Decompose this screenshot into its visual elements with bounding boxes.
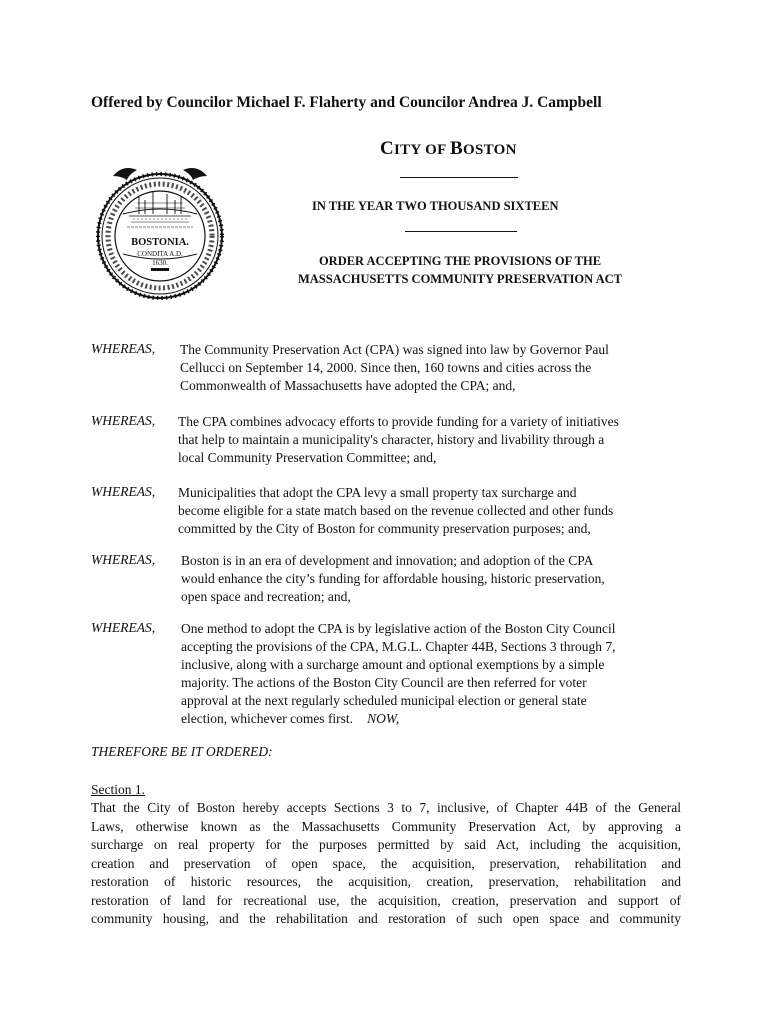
clause-line: committed by the City of Boston for community preservation purposes; and,: [178, 521, 591, 536]
seal-condita: CONDITA A.D.: [137, 250, 183, 258]
seal-year: 1630.: [152, 259, 168, 267]
section-1-body: [91, 799, 681, 929]
city-seal: [93, 156, 227, 309]
now-label: NOW,: [367, 711, 400, 726]
clause-line: The Community Preservation Act (CPA) was signed into law by Governor Paul: [180, 342, 609, 357]
section-line: community housing, and the rehabilitation and restoration of such open space and community: [91, 911, 681, 926]
clause-line: open space and recreation; and,: [181, 589, 351, 604]
section-line: Laws, otherwise known as the Massachusetts Community Preservation Act, by approving a: [91, 818, 681, 834]
section-line: creation and preservation of open space, the acquisition, preservation, rehabilitation and: [91, 855, 681, 871]
clause-line-text: election, whichever comes first.: [181, 711, 354, 726]
section-line: That the City of Boston hereby accepts Sections 3 to 7, inclusive, of Chapter 44B of the General: [91, 800, 681, 815]
clause-line: become eligible for a state match based on the revenue collected and other funds: [178, 503, 614, 518]
city-title: [380, 138, 517, 160]
clause-line: The CPA combines advocacy efforts to provide funding for a variety of initiatives: [178, 414, 619, 429]
whereas-clause-2: [178, 413, 619, 467]
city-title-ity: ITY OF: [394, 142, 451, 158]
clause-line: Municipalities that adopt the CPA levy a small property tax surcharge and: [178, 485, 577, 500]
title-divider: [400, 177, 518, 178]
clause-line: approval at the next regularly scheduled municipal election or general state: [181, 693, 587, 708]
city-title-c: C: [380, 138, 395, 159]
clause-line: Boston is in an era of development and innovation; and adoption of the CPA: [181, 553, 594, 568]
clause-line: inclusive, along with a surcharge amount and optional exemptions by a simple: [181, 657, 605, 672]
section-line: restoration of land for recreational use, the acquisition, creation, preservation and support of: [91, 892, 681, 908]
order-title-line1: ORDER ACCEPTING THE PROVISIONS OF THE: [318, 254, 602, 268]
sponsor-line: Offered by Councilor Michael F. Flaherty and Councilor Andrea J. Campbell: [91, 94, 602, 111]
whereas-label-3: WHEREAS,: [91, 484, 156, 499]
clause-line: [181, 710, 615, 728]
whereas-clause-3: [178, 484, 613, 538]
whereas-clause-5: [181, 620, 615, 728]
therefore-heading: THEREFORE BE IT ORDERED:: [91, 744, 273, 759]
clause-line: accepting the provisions of the CPA, M.G.L. Chapter 44B, Sections 3 through 7,: [181, 639, 616, 654]
clause-line: Cellucci on September 14, 2000. Since then, 160 towns and cities across the: [180, 360, 592, 375]
whereas-label-2: WHEREAS,: [91, 413, 156, 428]
order-title-line2: MASSACHUSETTS COMMUNITY PRESERVATION ACT: [297, 272, 623, 286]
clause-line: that help to maintain a municipality's character, history and livability through a: [178, 432, 605, 447]
clause-line: would enhance the city’s funding for affordable housing, historic preservation,: [181, 571, 605, 586]
order-title: [255, 252, 665, 288]
whereas-label-5: WHEREAS,: [91, 620, 156, 635]
seal-name: BOSTONIA.: [131, 237, 189, 248]
city-seal-graphic: [93, 156, 227, 309]
whereas-label-1: WHEREAS,: [91, 341, 156, 356]
clause-line: Commonwealth of Massachusetts have adopted the CPA; and,: [180, 378, 516, 393]
clause-line: One method to adopt the CPA is by legislative action of the Boston City Council: [181, 621, 616, 636]
whereas-clause-1: [180, 341, 609, 395]
clause-line: local Community Preservation Committee; and,: [178, 450, 437, 465]
section-1-heading: Section 1.: [91, 782, 145, 797]
section-line: surcharge on real property for the purposes permitted by said Act, including the acquisition,: [91, 837, 681, 852]
year-line: IN THE YEAR TWO THOUSAND SIXTEEN: [312, 199, 559, 213]
whereas-clause-4: [181, 552, 605, 606]
year-divider: [405, 231, 517, 232]
clause-line: majority. The actions of the Boston City Council are then referred for voter: [181, 675, 587, 690]
section-line: restoration of historic resources, the acquisition, creation, preservation, rehabilitation and: [91, 874, 681, 889]
city-title-b: B: [450, 138, 464, 159]
whereas-label-4: WHEREAS,: [91, 552, 156, 567]
city-title-oston: OSTON: [463, 142, 517, 158]
